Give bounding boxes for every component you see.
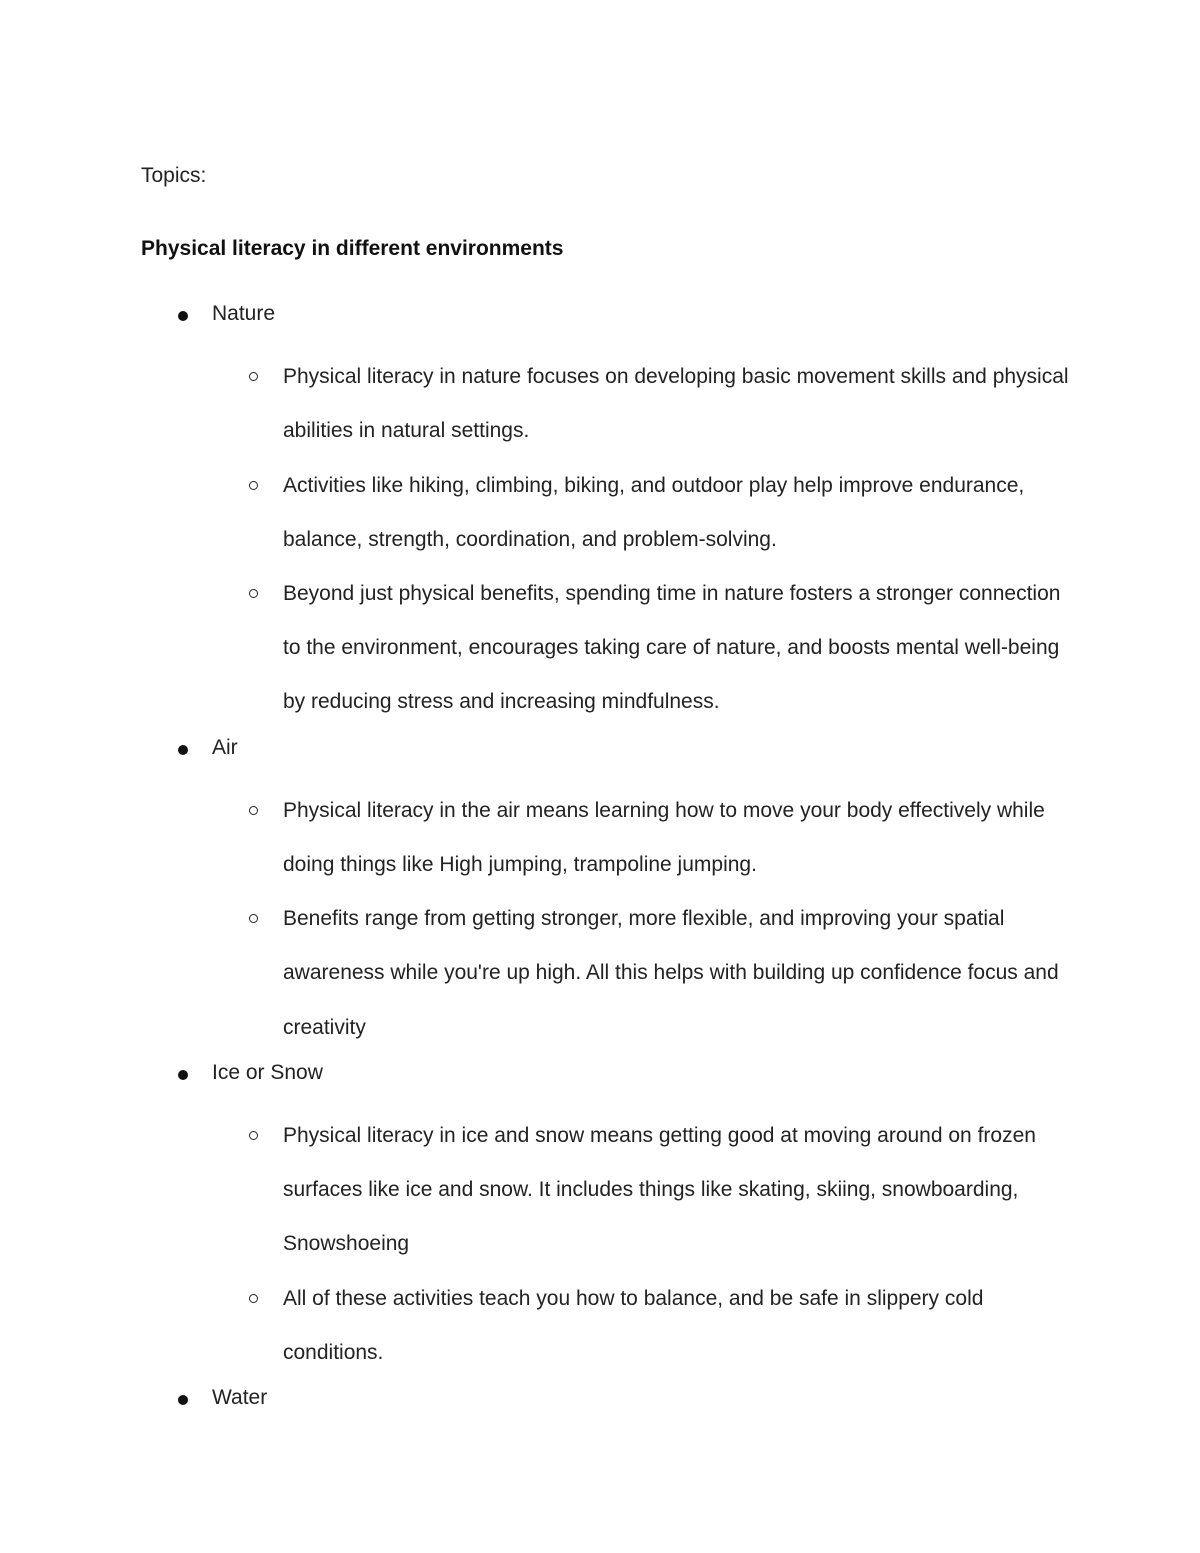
hollow-bullet-icon [249, 1131, 258, 1140]
topic-item [0, 1055, 1200, 1380]
hollow-bullet-icon [249, 589, 258, 598]
topic-item [0, 1380, 1200, 1434]
sub-point [0, 1109, 1083, 1272]
filled-bullet-icon [178, 1070, 188, 1080]
topic-row [0, 296, 1200, 350]
hollow-bullet-icon [249, 806, 258, 815]
topic-label: Ice or Snow [212, 1060, 323, 1084]
topic-label: Water [212, 1386, 268, 1410]
topic-row [0, 730, 1200, 784]
sub-point [0, 1272, 1083, 1380]
hollow-bullet-icon [249, 914, 258, 923]
topic-item [0, 730, 1200, 1055]
sub-point-list [0, 784, 1200, 1055]
sub-point [0, 459, 1083, 567]
topic-label: Air [212, 735, 238, 759]
sub-point [0, 892, 1083, 1055]
sub-point-text: Beyond just physical benefits, spending time in nature fosters a stronger connection to the environment, encourages taking care of nature, and boosts mental well-being by reducing stress and increasing mindfulness. [283, 582, 1061, 714]
sub-point-text: Physical literacy in the air means learning how to move your body effectively while doing things like High jumping, trampoline jumping. [283, 798, 1045, 876]
filled-bullet-icon [178, 311, 188, 321]
sub-point-text: All of these activities teach you how to balance, and be safe in slippery cold conditions. [283, 1286, 984, 1364]
filled-bullet-icon [178, 1395, 188, 1405]
section-heading: Physical literacy in different environments [141, 237, 564, 260]
topic-item [0, 296, 1200, 730]
sub-point [0, 784, 1083, 892]
sub-point-list [0, 1109, 1200, 1380]
hollow-bullet-icon [249, 481, 258, 490]
topic-row [0, 1380, 1200, 1434]
topics-label: Topics: [141, 164, 207, 187]
filled-bullet-icon [178, 745, 188, 755]
sub-point-text: Activities like hiking, climbing, biking, and outdoor play help improve endurance, balance, strength, coordination, and problem-solving. [283, 473, 1025, 551]
hollow-bullet-icon [249, 372, 258, 381]
topic-label: Nature [212, 302, 276, 325]
topic-row [0, 1055, 1200, 1109]
sub-point [0, 567, 1083, 730]
sub-point-text: Physical literacy in nature focuses on developing basic movement skills and physical abilities in natural settings. [283, 365, 1069, 443]
sub-point-text: Benefits range from getting stronger, more flexible, and improving your spatial awareness while you're up high. All this helps with building up confidence focus and creativity [283, 907, 1059, 1039]
sub-point-text: Physical literacy in ice and snow means getting good at moving around on frozen surfaces like ice and snow. It includes things like skating, skiing, snowboarding, Snowshoeing [283, 1124, 1036, 1256]
topic-list [0, 296, 1200, 1434]
sub-point [0, 350, 1083, 458]
sub-point-list [0, 350, 1200, 729]
hollow-bullet-icon [249, 1294, 258, 1303]
